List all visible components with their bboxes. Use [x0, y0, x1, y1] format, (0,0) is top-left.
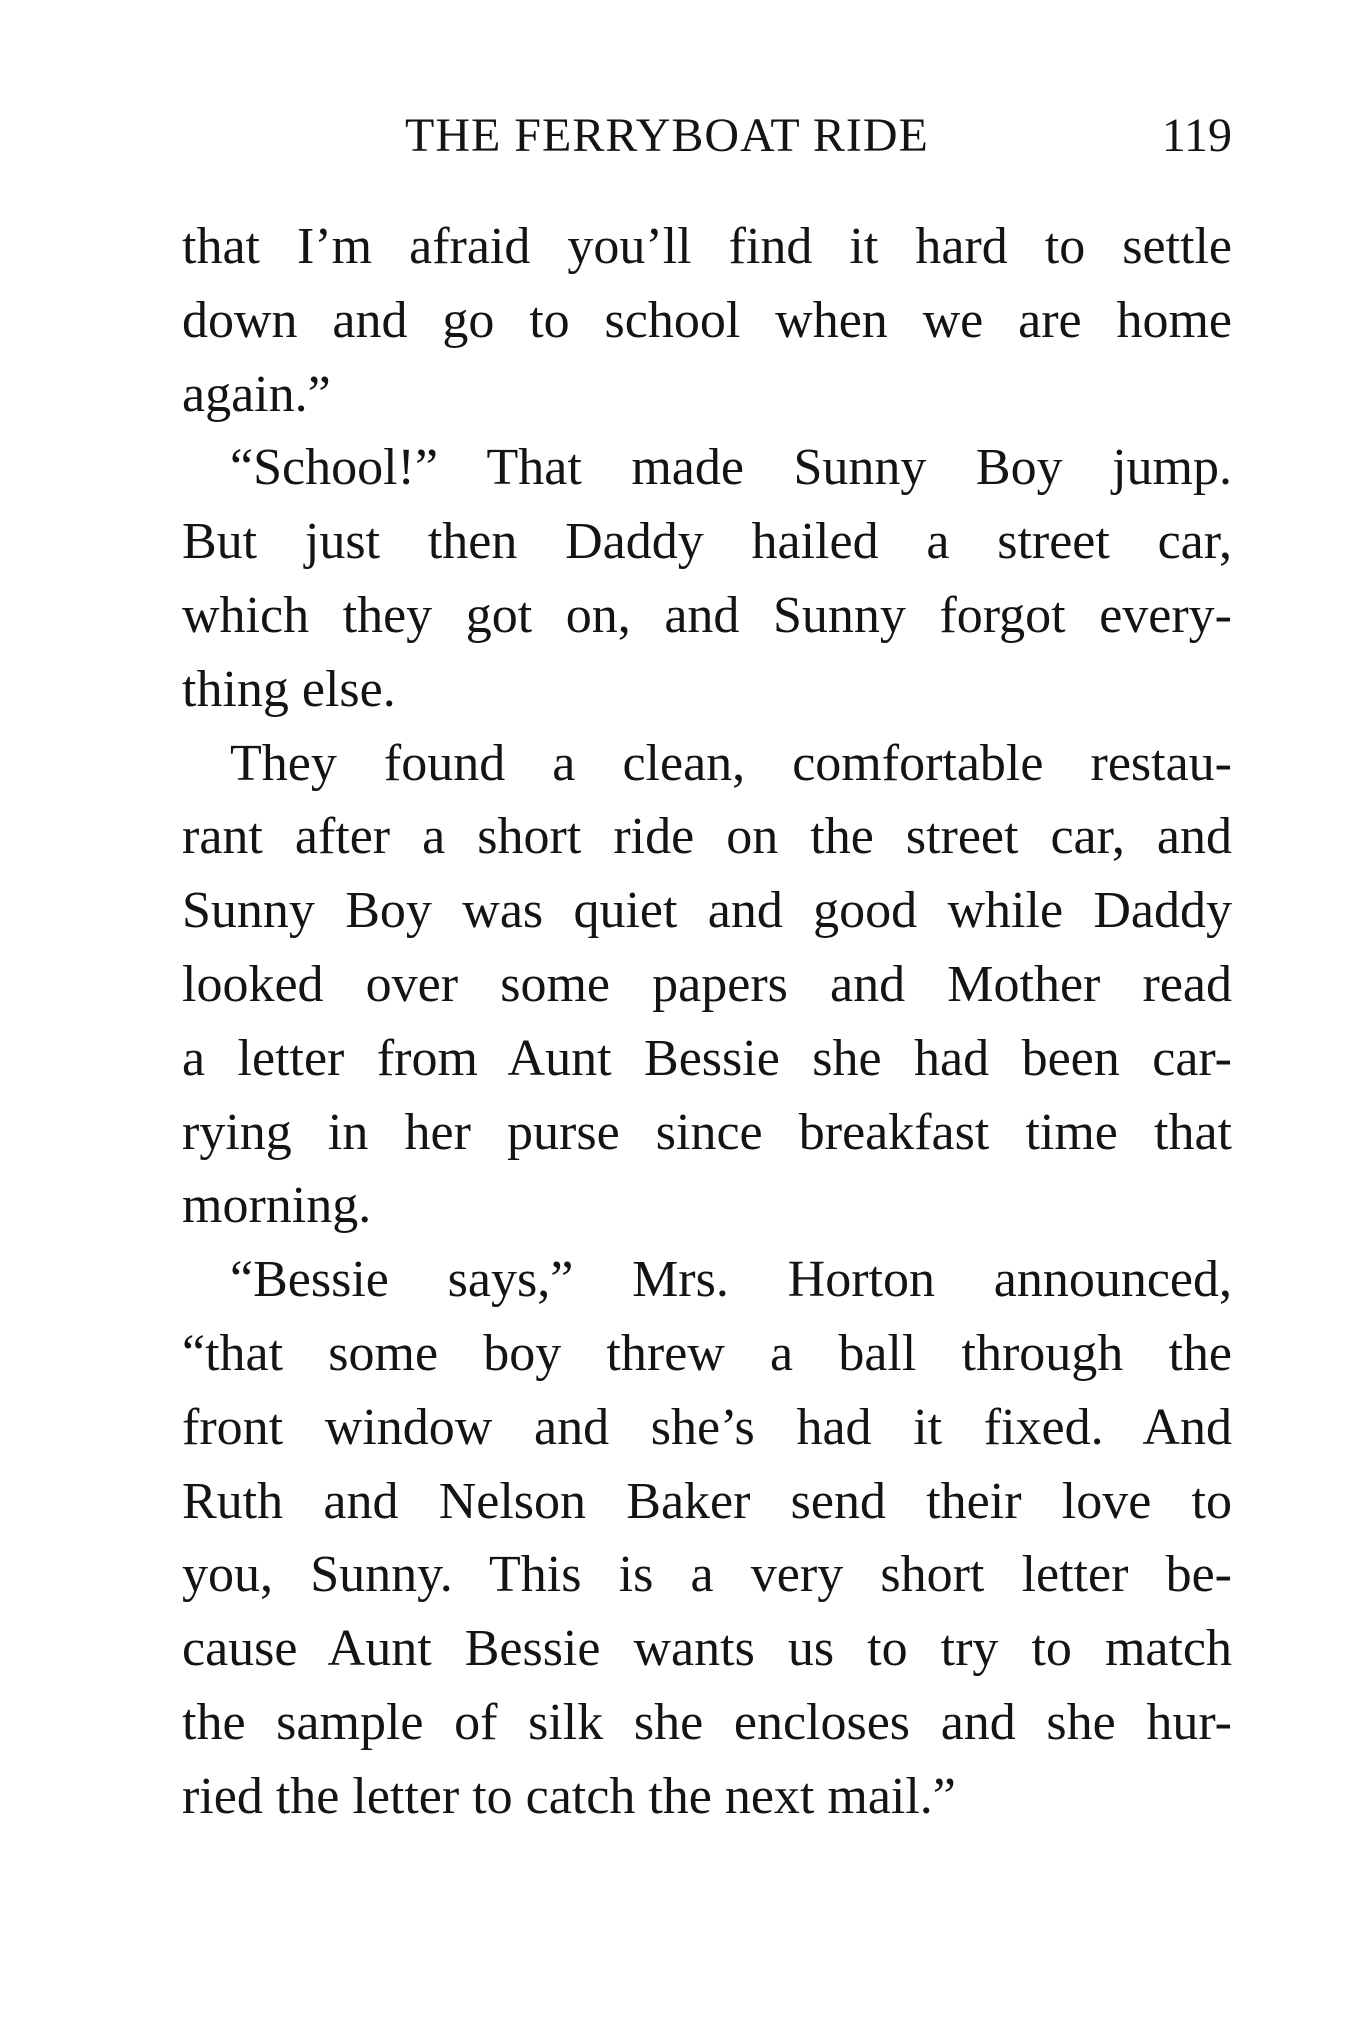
text-line: “School!” That made Sunny Boy jump.: [230, 439, 1232, 497]
body-text: [182, 210, 1232, 1834]
text-line: “Bessie says,” Mrs. Horton announced,: [230, 1251, 1232, 1309]
text-line: But just then Daddy hailed a street car,: [182, 513, 1232, 571]
text-line: rying in her purse since breakfast time that: [182, 1103, 1232, 1161]
paragraph: [182, 727, 1232, 1244]
paragraph: [182, 210, 1232, 431]
text-line: a letter from Aunt Bessie she had been car-: [182, 1029, 1232, 1087]
text-line: Sunny Boy was quiet and good while Daddy: [182, 882, 1232, 940]
text-line: ried the letter to catch the next mail.”: [182, 1767, 956, 1825]
text-line: looked over some papers and Mother read: [182, 955, 1232, 1013]
text-line: front window and she’s had it fixed. And: [182, 1398, 1232, 1456]
running-title: THE FERRYBOAT RIDE: [405, 109, 929, 162]
text-line: morning.: [182, 1177, 372, 1235]
text-line: down and go to school when we are home: [182, 291, 1232, 349]
page-number: 119: [1161, 109, 1232, 162]
text-line: rant after a short ride on the street car, and: [182, 808, 1232, 866]
text-line: They found a clean, comfortable restau-: [230, 734, 1232, 792]
text-line: you, Sunny. This is a very short letter be-: [182, 1546, 1232, 1604]
text-line: again.”: [182, 365, 331, 423]
text-line: cause Aunt Bessie wants us to try to match: [182, 1620, 1232, 1678]
paragraph: [182, 431, 1232, 726]
text-line: Ruth and Nelson Baker send their love to: [182, 1472, 1232, 1530]
text-line: that I’m afraid you’ll find it hard to settle: [182, 218, 1232, 275]
text-line: “that some boy threw a ball through the: [182, 1324, 1232, 1382]
text-line: thing else.: [182, 660, 396, 718]
running-header: [182, 108, 1232, 178]
text-line: which they got on, and Sunny forgot every-: [182, 586, 1232, 644]
text-line: the sample of silk she encloses and she hur-: [182, 1693, 1232, 1751]
paragraph: [182, 1243, 1232, 1833]
